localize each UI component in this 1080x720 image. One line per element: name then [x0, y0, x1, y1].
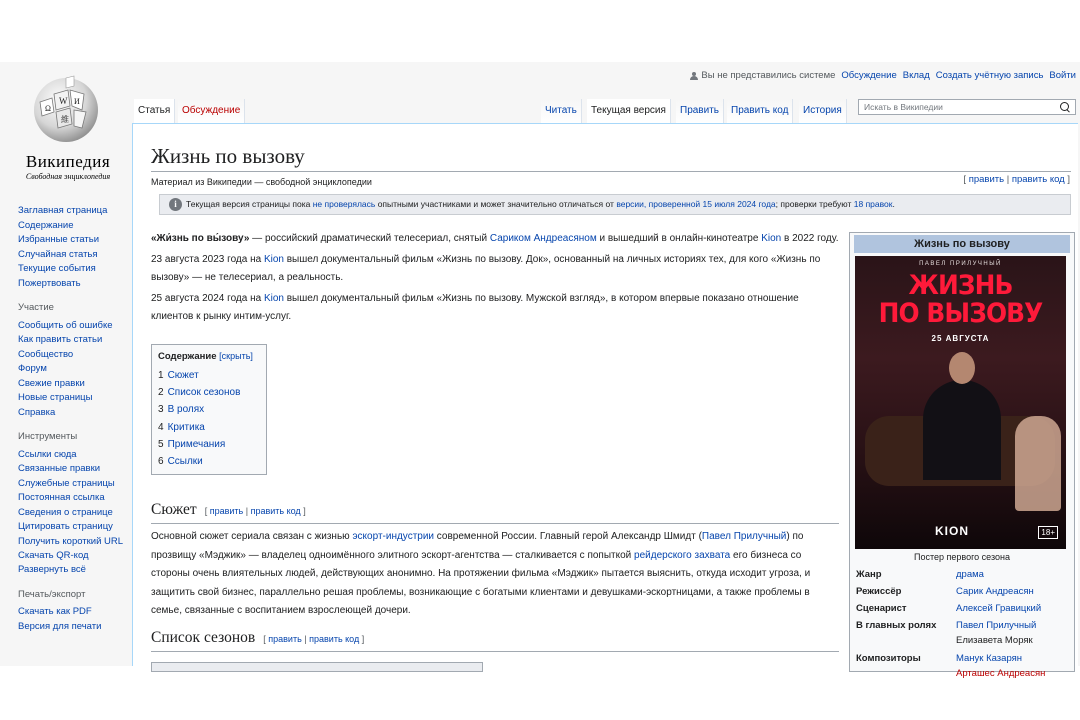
sidebar-navigation	[18, 204, 130, 291]
sidebar-item-recent-changes[interactable]: Свежие правки	[18, 377, 85, 389]
infobox-label: В главных ролях	[856, 620, 937, 631]
sidebar-item-special-pages[interactable]: Служебные страницы	[18, 477, 115, 489]
raider-takeover-link[interactable]: рейдерского захвата	[634, 549, 731, 561]
sidebar-item-featured[interactable]: Избранные статьи	[18, 234, 100, 245]
text: 23 августа 2023 года на	[151, 253, 264, 265]
text: современной России. Главный герой Александр Шмидт (	[434, 531, 702, 542]
create-account-link[interactable]: Создать учётную запись	[935, 70, 1044, 81]
sidebar-print	[18, 605, 130, 634]
wiki-page	[0, 62, 1080, 679]
notice-pending-edits-link[interactable]: 18 правок	[853, 199, 893, 209]
infobox-value-red-link[interactable]: Арташес Андреасян	[956, 668, 1046, 679]
wikipedia-tagline: Свободная энциклопедия	[25, 172, 111, 181]
wikipedia-logo[interactable]	[8, 68, 120, 188]
site-subtitle: Материал из Википедии — свободной энциклопедии	[151, 177, 372, 187]
flagged-revs-notice	[159, 194, 1071, 215]
text: вышел документальный фильм «Жизнь по вызову. Док», основанный на личных историях тех, для кого «Жизнь по вызову» — не телесериал, а реальность.	[151, 253, 821, 283]
svg-text:Ω: Ω	[45, 104, 51, 113]
toc-item[interactable]	[158, 419, 260, 436]
text: ) по прозвищу «Мэджик» — владелец одноимённого элитного эскорт-агентства — сталкивается с попыткой	[151, 531, 804, 561]
escort-industry-link[interactable]: эскорт-индустрии	[352, 531, 435, 542]
poster-age-badge: 18+	[1038, 526, 1058, 539]
infobox-value-link[interactable]: драма	[956, 569, 984, 580]
poster-date: 25 АВГУСТА	[931, 334, 990, 343]
toc-item[interactable]	[158, 453, 260, 470]
sidebar-item-how-to-edit[interactable]: Как править статьи	[18, 334, 103, 345]
toc-link-links[interactable]: Ссылки	[167, 456, 203, 468]
separator: |	[1004, 174, 1012, 185]
poster-figure-shape	[1015, 416, 1061, 511]
page-tabs	[132, 99, 1076, 123]
sidebar-item-main-page[interactable]: Заглавная страница	[18, 205, 108, 216]
section-heading-seasons	[151, 628, 839, 652]
notice-text: опытными участниками и может значительно отличаться от	[375, 199, 617, 209]
bracket-open: [	[263, 634, 269, 644]
tab-current-version[interactable]: Текущая версия	[587, 99, 671, 123]
text: вышел документальный фильм «Жизнь по вызову. Мужской взгляд», в котором впервые показано отношение клиентов к рынку интим-услуг.	[151, 292, 799, 322]
top-edit-link[interactable]: править	[968, 174, 1005, 185]
sidebar-item-new-pages[interactable]: Новые страницы	[18, 392, 93, 403]
infobox-title: Жизнь по вызову	[854, 235, 1070, 253]
sidebar-heading-participation: Участие	[18, 302, 54, 313]
sidebar-item-report-error[interactable]: Сообщить об ошибке	[18, 319, 113, 331]
infobox-label: Жанр	[856, 569, 882, 580]
section-edit-link[interactable]: править	[209, 506, 244, 516]
anon-talk-link[interactable]: Обсуждение	[841, 70, 897, 81]
kion-link[interactable]: Kion	[761, 233, 782, 244]
anon-contributions-link[interactable]: Вклад	[902, 70, 930, 81]
not-logged-text: Вы не представились системе	[701, 70, 836, 81]
bracket-open: [	[963, 174, 969, 185]
poster-image[interactable]	[855, 256, 1066, 549]
toc-link-criticism[interactable]: Критика	[167, 421, 205, 433]
tab-edit-source[interactable]: Править код	[727, 99, 793, 123]
toc-hide-link[interactable]: [скрыть]	[219, 351, 253, 361]
section-edit-source-link[interactable]: править код	[250, 506, 301, 516]
toc-link-seasons[interactable]: Список сезонов	[167, 387, 241, 399]
sidebar-item-community[interactable]: Сообщество	[18, 348, 74, 360]
user-icon	[690, 72, 698, 80]
article-lead	[151, 230, 841, 329]
section-title: Список сезонов	[151, 629, 256, 646]
bracket-close: ]	[1064, 174, 1070, 185]
sidebar-tools	[18, 448, 130, 578]
section-title: Сюжет	[151, 501, 197, 518]
search-box	[858, 99, 1076, 115]
section-edit-link[interactable]: править	[268, 634, 302, 644]
plot-paragraph	[151, 528, 841, 621]
sidebar-item-cite[interactable]: Цитировать страницу	[18, 521, 113, 532]
director-link[interactable]: Сариком Андреасяном	[489, 233, 597, 244]
top-edit-links	[963, 174, 1070, 185]
notice-stable-version-link[interactable]: версии, проверенной 15 июля 2024 года	[616, 199, 776, 209]
poster-title-line: ПО ВЫЗОВУ	[878, 298, 1043, 329]
text: — российский драматический телесериал, снятый	[249, 233, 490, 244]
article-content	[132, 123, 1078, 679]
sidebar-item-permanent-link[interactable]: Постоянная ссылка	[18, 492, 105, 503]
actor-link[interactable]: Павел Прилучный	[701, 531, 787, 542]
poster-brand: KION	[935, 524, 969, 538]
sidebar-item-download-pdf[interactable]: Скачать как PDF	[18, 606, 92, 617]
poster-caption: Постер первого сезона	[914, 552, 1010, 562]
login-link[interactable]: Войти	[1049, 70, 1076, 81]
personal-tools	[690, 70, 1076, 81]
text: его бизнеса со стороны очень влиятельных людей, действующих анонимно. На протяжении фильма «Мэджик» пытается выяснить, откуда исходит угроза, и защитить свой бизнес, параллельно решая проблемы, возникающие с богатыми клиентами и девушками-эскортницами, а также проблемы в семье, связанные с воспитанием взрослеющей дочери.	[151, 549, 811, 616]
anon-user	[690, 70, 835, 81]
toc-link-notes[interactable]: Примечания	[167, 438, 226, 450]
page-title: Жизнь по вызову	[151, 142, 1071, 172]
toc-title	[158, 351, 260, 362]
infobox-value-text: Елизавета Моряк	[956, 635, 1033, 646]
sidebar-item-donate[interactable]: Пожертвовать	[18, 277, 81, 289]
toc-number: 5	[158, 438, 164, 450]
bracket-open: [	[204, 506, 210, 516]
sidebar-item-qr-code[interactable]: Скачать QR-код	[18, 549, 89, 561]
infobox-label: Композиторы	[856, 653, 921, 664]
toc-number: 4	[158, 421, 164, 433]
lead-paragraph-1	[151, 230, 841, 249]
wikipedia-wordmark: Википедия	[25, 152, 111, 171]
infobox-value-link[interactable]: Павел Прилучный	[956, 620, 1037, 631]
toc-link-plot[interactable]: Сюжет	[167, 370, 199, 381]
toc-item[interactable]	[158, 401, 260, 418]
sidebar-item-printable[interactable]: Версия для печати	[18, 620, 102, 632]
toc-item[interactable]	[158, 367, 260, 384]
sidebar-item-short-url[interactable]: Получить короткий URL	[18, 535, 124, 547]
toc-item[interactable]	[158, 436, 260, 453]
notice-text: Текущая версия страницы пока	[186, 199, 313, 209]
section-edit-source-link[interactable]: править код	[309, 634, 360, 644]
sidebar-item-help[interactable]: Справка	[18, 406, 56, 418]
seasons-table	[151, 662, 483, 672]
notice-unchecked-link[interactable]: не проверялась	[312, 199, 376, 209]
section-heading-plot	[151, 500, 839, 524]
bracket-close: ]	[300, 506, 306, 516]
bracket-close: ]	[359, 634, 365, 644]
plot-section	[151, 528, 841, 623]
infobox-label: Сценарист	[856, 603, 907, 614]
section-edit-links	[205, 506, 306, 516]
table-of-contents	[151, 344, 267, 475]
toc-number: 2	[158, 387, 164, 399]
tab-read[interactable]: Читать	[541, 99, 582, 123]
search-icon[interactable]	[1060, 102, 1069, 111]
toc-heading: Содержание	[158, 351, 217, 362]
top-edit-source-link[interactable]: править код	[1011, 174, 1065, 185]
lead-paragraph-3	[151, 290, 841, 327]
toc-item[interactable]	[158, 384, 260, 401]
svg-text:И: И	[74, 97, 80, 106]
sidebar	[18, 204, 130, 634]
sidebar-item-forum[interactable]: Форум	[18, 363, 47, 374]
separator: |	[243, 506, 251, 516]
poster-man-head	[949, 352, 975, 384]
poster-actor-name: ПАВЕЛ ПРИЛУЧНЫЙ	[919, 261, 1002, 267]
separator: |	[301, 634, 310, 644]
svg-text:維: 維	[61, 115, 69, 124]
sidebar-item-contents[interactable]: Содержание	[18, 219, 74, 231]
text: и вышедший в онлайн-кинотеатре	[596, 233, 762, 244]
sidebar-item-current-events[interactable]: Текущие события	[18, 263, 96, 274]
search-input[interactable]	[859, 100, 1054, 114]
poster-man-body	[923, 380, 1001, 480]
tab-edit[interactable]: Править	[676, 99, 724, 123]
sidebar-item-page-info[interactable]: Сведения о странице	[18, 506, 113, 518]
infobox-value-link[interactable]: Манук Казарян	[956, 653, 1023, 664]
wikipedia-globe-icon	[30, 72, 102, 144]
notice-text: .	[892, 199, 895, 209]
sidebar-item-expand-all[interactable]: Развернуть всё	[18, 564, 86, 575]
infobox	[849, 232, 1075, 679]
kion-link[interactable]: Kion	[263, 292, 284, 304]
sidebar-item-related-changes[interactable]: Связанные правки	[18, 463, 101, 474]
infobox-label: Режиссёр	[856, 586, 902, 597]
tab-history[interactable]: История	[799, 99, 847, 123]
text: 25 августа 2024 года на	[151, 292, 264, 304]
text: Основной сюжет сериала связан с жизнью	[151, 531, 353, 542]
tab-talk[interactable]: Обсуждение	[178, 99, 245, 123]
lead-bold-title: «Жи́знь по вы́зову»	[151, 233, 250, 244]
lead-paragraph-2	[151, 251, 841, 288]
infobox-value-link[interactable]: Алексей Гравицкий	[956, 603, 1042, 614]
text: в 2022 году.	[781, 233, 839, 244]
toc-number: 6	[158, 456, 164, 468]
section-edit-links	[263, 634, 364, 644]
toc-number: 1	[158, 370, 164, 381]
kion-link[interactable]: Kion	[263, 253, 284, 265]
sidebar-participation	[18, 319, 130, 421]
poster-man-shape	[923, 352, 1001, 432]
tab-article[interactable]: Статья	[134, 99, 175, 123]
sidebar-item-random[interactable]: Случайная статья	[18, 248, 98, 260]
notice-text: ; проверки требуют	[775, 199, 854, 209]
toc-number: 3	[158, 404, 164, 416]
info-icon: i	[169, 198, 182, 211]
sidebar-item-what-links-here[interactable]: Ссылки сюда	[18, 448, 77, 460]
poster-title-line: ЖИЗНЬ	[908, 270, 1013, 301]
infobox-value-link[interactable]: Сарик Андреасян	[956, 586, 1034, 597]
sidebar-heading-print: Печать/экспорт	[18, 588, 86, 600]
sidebar-heading-tools: Инструменты	[18, 431, 78, 442]
svg-text:W: W	[59, 96, 68, 106]
toc-link-cast[interactable]: В ролях	[167, 404, 205, 416]
